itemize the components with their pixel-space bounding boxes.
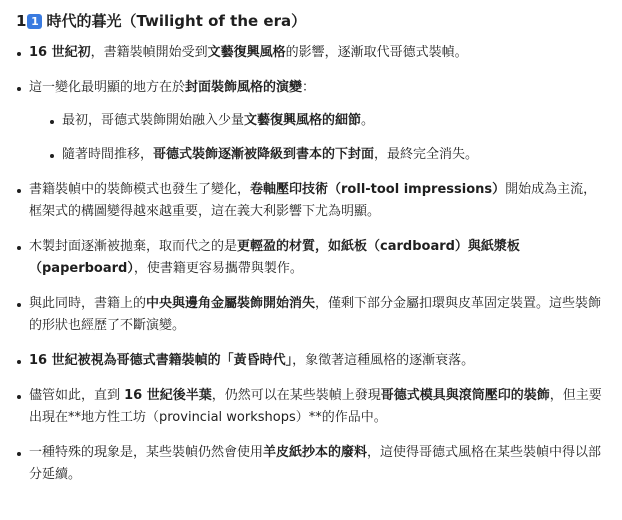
text-run: 。 bbox=[361, 113, 375, 128]
bold-text: 羊皮紙抄本的廢料 bbox=[263, 445, 368, 460]
list-item bbox=[16, 385, 604, 429]
bold-text: 16 世紀後半葉 bbox=[124, 388, 212, 403]
text-run: 書籍裝幀中的裝飾模式也發生了變化， bbox=[29, 182, 251, 197]
section-heading bbox=[16, 10, 604, 32]
list-item bbox=[16, 350, 604, 372]
bullet-list bbox=[16, 42, 604, 486]
text-run: 儘管如此，直到 bbox=[29, 388, 125, 403]
bold-text: 文藝復興風格 bbox=[207, 45, 286, 60]
list-item bbox=[16, 293, 604, 337]
bold-text: 16 世紀被視為哥德式書籍裝幀的「黃昏時代」 bbox=[29, 353, 293, 368]
keycap-one-icon: 1 bbox=[27, 14, 42, 29]
text-run: 與此同時，書籍上的 bbox=[29, 296, 147, 311]
list-item bbox=[16, 42, 604, 64]
text-run: ，象徵著這種風格的逐漸衰落。 bbox=[292, 353, 475, 368]
section-title: 時代的暮光（Twilight of the era） bbox=[46, 12, 307, 30]
list-item bbox=[16, 442, 604, 486]
list-item bbox=[16, 179, 604, 223]
list-item bbox=[16, 236, 604, 280]
text-run: 的影響，逐漸取代哥德式裝幀。 bbox=[285, 45, 468, 60]
text-run: ，使書籍更容易攜帶與製作。 bbox=[133, 261, 303, 276]
text-run: 隨著時間推移， bbox=[62, 147, 154, 162]
text-run: ，但主要出現在**地方性工坊（provincial workshops）**的作品中。 bbox=[29, 388, 602, 425]
sub-list-item bbox=[29, 144, 604, 166]
bold-text: 封面裝飾風格的演變 bbox=[185, 80, 303, 95]
text-run: ，仍然可以在某些裝幀上發現 bbox=[211, 388, 381, 403]
bold-text: 更輕盈的材質，如紙板（cardboard）與紙漿板（paperboard） bbox=[29, 239, 520, 276]
text-run: ，僅剩下部分金屬扣環與皮革固定裝置。這些裝飾的形狀也經歷了不斷演變。 bbox=[29, 296, 602, 333]
text-run: 最初，哥德式裝飾開始融入少量 bbox=[62, 113, 245, 128]
text-run: 開始成為主流，框架式的構圖變得越來越重要，這在義大利影響下尤為明顯。 bbox=[29, 182, 597, 219]
text-run: 一種特殊的現象是，某些裝幀仍然會使用 bbox=[29, 445, 264, 460]
bold-text: 卷軸壓印技術（roll-tool impressions） bbox=[250, 182, 506, 197]
text-run: ，書籍裝幀開始受到 bbox=[90, 45, 208, 60]
sub-list-item bbox=[29, 110, 604, 132]
section-number: 1 bbox=[16, 12, 27, 30]
sub-list bbox=[29, 110, 604, 166]
text-run: ，這使得哥德式風格在某些裝幀中得以部分延續。 bbox=[29, 445, 602, 482]
text-run: 木製封面逐漸被拋棄，取而代之的是 bbox=[29, 239, 238, 254]
bold-text: 哥德式模具與滾筒壓印的裝飾 bbox=[380, 388, 550, 403]
bold-text: 文藝復興風格的細節 bbox=[244, 113, 362, 128]
bold-text: 16 世紀初 bbox=[29, 45, 91, 60]
text-run: 這一變化最明顯的地方在於 bbox=[29, 80, 186, 95]
bold-text: 哥德式裝飾逐漸被降級到書本的下封面 bbox=[153, 147, 375, 162]
bold-text: 中央與邊角金屬裝飾開始消失 bbox=[146, 296, 316, 311]
text-run: ，最終完全消失。 bbox=[374, 147, 479, 162]
text-run: ： bbox=[302, 80, 316, 95]
list-item bbox=[16, 77, 604, 166]
